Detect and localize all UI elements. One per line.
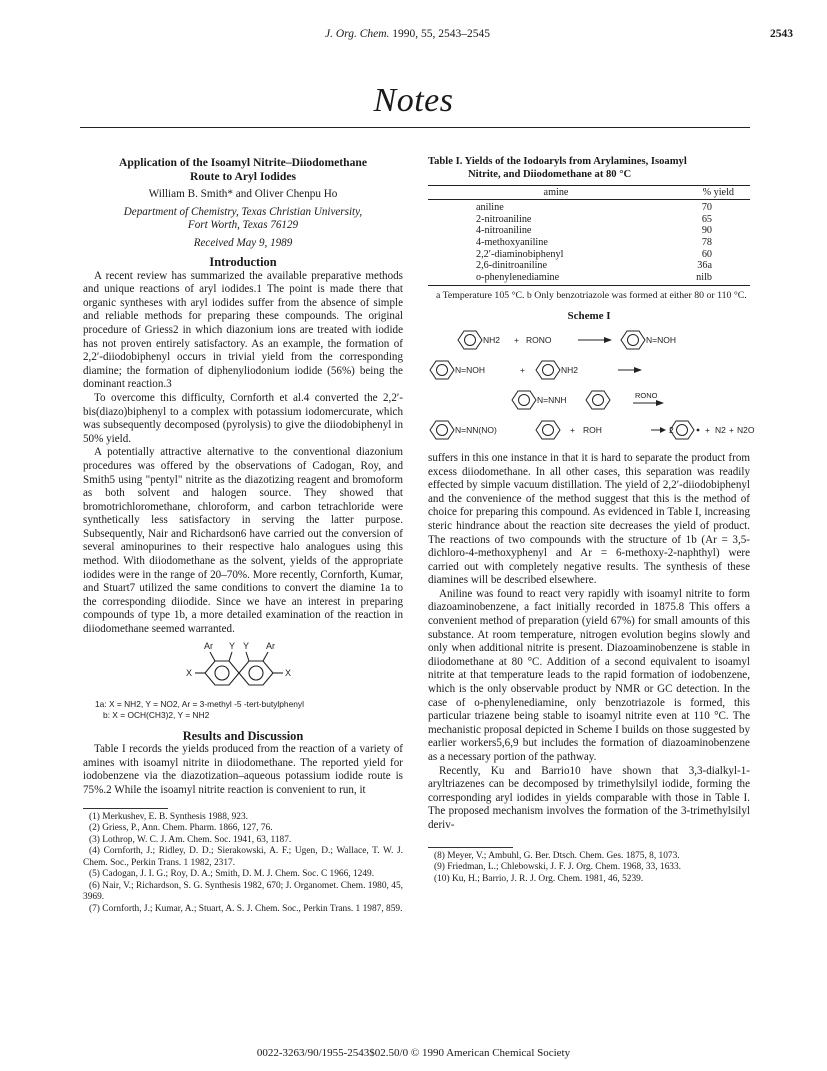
table-row: 4-methoxyaniline 78 — [476, 236, 712, 248]
received-date: Received May 9, 1989 — [193, 237, 293, 250]
body-paragraph-3: Recently, Ku and Barrio10 have shown that 3,3-dialkyl-1-aryltriazenes can be decomposed by trimethylsilyl iodide, forming the corresponding aryl iodides in yields comparable with those in Table I. The proposed mechanism involves the formation of the 3-trimethylsilyl deriv- — [428, 764, 750, 831]
affiliation: Department of Chemistry, Texas Christian University, Fort Worth, Texas 76129 — [123, 205, 363, 231]
body-paragraph-1: suffers in this one instance in that it is hard to separate the product from excess diiodomethane. In all other cases, this separation was readily effected by simple vacuum distillation. The yield of 2,2′-diiodobiphenyl and the convenience of the method suggest that this is the method of choice for preparing this compound. As evidenced in Table I, increasing steric hindrance about the reaction site decreases the yield of product. The reactions of two compounds with the structure of 1b (Ar = 3,5-dichloro-4-methoxyphenyl and Ar = 6-methoxy-2-naphthyl) were carried out with completely negative results. The synthesis of these diamines will be described elsewhere. — [428, 451, 750, 587]
intro-paragraph-2: To overcome this difficulty, Cornforth et al.4 converted the 2,2′-bis(diazo)biphenyl to a complex with potassium iodomercurate, which was subsequently decomposed (pyrolysis) to give the diiodobiphenyl in 50% yield. — [83, 391, 403, 445]
svg-text:N2O: N2O — [737, 424, 755, 435]
scheme-diagram — [428, 324, 755, 442]
svg-text:N2: N2 — [715, 424, 726, 435]
svg-text:+: + — [570, 424, 575, 435]
footnote: (2) Griess, P., Ann. Chem. Pharm. 1866, 127, 76. — [89, 823, 273, 834]
svg-text:+: + — [729, 424, 734, 435]
section-title: Notes — [373, 82, 454, 119]
page-footer: 0022-3263/90/1955-2543$02.50/0 © 1990 American Chemical Society — [256, 1047, 571, 1059]
svg-text:X: X — [186, 667, 193, 678]
scheme-title: Scheme I — [567, 310, 611, 323]
table-footnote: a Temperature 105 °C. b Only benzotriazole was formed at either 80 or 110 °C. — [436, 290, 747, 302]
svg-text:X: X — [285, 667, 292, 678]
biphenyl-structure — [83, 639, 403, 699]
table-row: 4-nitroaniline 90 — [476, 225, 712, 237]
section-rule — [80, 127, 750, 128]
intro-paragraph-3: A potentially attractive alternative to the conventional diazonium procedures was offered by the observations of Cadogan, Roy, and Smith5 using "pentyl" nitrite as the diazotizing reagent and bromoform as both solvent and halogen source. They showed that bromotrichloromethane, chloroform, and carbon tetrachloride were synthetically less satisfactory in serving the latter purpose. Subsequently, Nair and Richardson6 have carried out the conversion of several aminopurines to their respective halo analogues using this method. With diiodomethane as the solvent, yields of the appropriate iodides were in the range of 20–70%. More recently, Cornforth, Kumar, and Stuart7 utilized the same conditions to convert the diamine 1a to the corresponding diiodide. Since we have an interest in preparing compounds of type 1b, a more detailed examination of the reaction in diiodomethane seemed warranted. — [83, 446, 403, 636]
svg-text:+: + — [514, 334, 519, 345]
table-header-amine: amine — [543, 186, 569, 198]
svg-text:NH2: NH2 — [561, 364, 579, 375]
intro-heading: Introduction — [209, 255, 277, 269]
footnote: (5) Cadogan, J. I. G.; Roy, D. A.; Smith, D. M. J. Chem. Soc. C 1966, 1249. — [89, 869, 375, 880]
svg-text:RONO: RONO — [635, 390, 658, 400]
yield-table — [428, 186, 750, 286]
svg-text:N=NOH: N=NOH — [646, 334, 676, 345]
footnote: (3) Lothrop, W. C. J. Am. Chem. Soc. 1941, 63, 1187. — [89, 834, 292, 845]
svg-text:2: 2 — [669, 424, 674, 435]
footnote: (9) Friedman, L.; Chlebowski, J. F. J. Org. Chem. 1968, 33, 1633. — [434, 862, 681, 873]
svg-text:Ar: Ar — [266, 640, 275, 651]
svg-text:NH2: NH2 — [483, 334, 501, 345]
svg-text:+: + — [520, 364, 525, 375]
footnotes-right — [428, 851, 750, 886]
svg-text:ROH: ROH — [583, 424, 602, 435]
body-paragraph-2: Aniline was found to react very rapidly with isoamyl nitrite to form diazoaminobenzene, a fact initially recorded in 1875.8 This offers a convenient method of preparation (yield 67%) for small amounts of this substance. At room temperature, nitrogen evolution begins slowly and only when additional nitrite is present. Diazoaminobenzene is stable in diiodomethane at 80 °C. Addition of a second equivalent to isoamyl nitrite at that temperature leads to the rapid formation of iodobenzene, which is the only observable product by NMR or GC detection. In the case of o-phenylenediamine, only benzotriazole is formed, this particular triazene being stable to isoamyl nitrite even at 110 °C. The mechanistic proposal depicted in Scheme I builds on those suggested by earlier workers5,6,9 but includes the formation of diazoaminobenzene as a necessary portion of the pathway. — [428, 587, 750, 763]
footnote: (7) Cornforth, J.; Kumar, A.; Stuart, A. S. J. Chem. Soc., Perkin Trans. 1 1987, 859. — [89, 903, 403, 914]
svg-text:Y: Y — [229, 640, 236, 651]
svg-text:N=NN(NO): N=NN(NO) — [455, 424, 497, 435]
page-number: 2543 — [770, 28, 793, 40]
table-header-yield: % yield — [702, 186, 734, 198]
journal-reference: J. Org. Chem. 1990, 55, 2543–2545 — [325, 28, 491, 40]
footnote-rule — [83, 808, 168, 809]
table-row: 2,6-dinitroaniline 36a — [476, 260, 712, 272]
table-header-row — [428, 186, 750, 201]
table-row: 2,2′-diaminobiphenyl 60 — [476, 248, 712, 260]
svg-text:Y: Y — [243, 640, 250, 651]
results-paragraph-1: Table I records the yields produced from the reaction of a variety of amines with isoamyl nitrite in diiodomethane. The reported yield for iodobenzene via the diazotization–aqueous potassium iodide route is 75%.2 While the isoamyl nitrite reaction is convenient to run, it — [83, 743, 403, 796]
table-bottom-rule — [428, 285, 750, 286]
svg-text:N=NNH: N=NNH — [537, 394, 567, 405]
footnotes-left — [83, 812, 403, 916]
table-body — [428, 200, 750, 285]
footnote: (4) Cornforth, J.; Ridley, D. D.; Sierakowski, A. F.; Ugen, D.; Wallace, T. W. J. Chem. Soc., Perkin Trans. 1 1982, 2317. — [83, 846, 403, 868]
footnote: (10) Ku, H.; Barrio, J. R. J. Org. Chem. 1981, 46, 5239. — [434, 873, 644, 884]
svg-text:+: + — [705, 424, 710, 435]
svg-text:N=NOH: N=NOH — [455, 364, 485, 375]
table-caption: Table I. Yields of the Iodoaryls from Arylamines, Isoamyl Nitrite, and Diiodomethane at 80 °C — [428, 156, 687, 180]
table-row: 2-nitroaniline 65 — [476, 213, 712, 225]
intro-paragraph-1: A recent review has summarized the available preparative methods and unique reactions of aryl iodides.1 The point is made there that organic syntheses with aryl iodides suffer from the absence of simple and reliable methods for preparing these compounds. The original procedure of Griess2 in which diazonium ions are treated with iodide has not proven entirely satisfactory. As an example, the formation of 2,2′-diiodobiphenyl occurs in trivial yield from the corresponding diamine; the formation of diphenyliodonium iodide (56%) being the dominant reaction.3 — [83, 269, 403, 391]
structure-legend: 1a: X = NH2, Y = NO2, Ar = 3-methyl -5 -tert-butylphenyl b: X = OCH(CH3)2, Y = NH2 — [95, 698, 304, 720]
authors: William B. Smith* and Oliver Chenpu Ho — [148, 188, 338, 200]
table-row: aniline 70 — [476, 202, 712, 214]
svg-text:RONO: RONO — [526, 334, 552, 345]
right-body — [428, 452, 750, 833]
article-title: Application of the Isoamyl Nitrite–Diiodomethane Route to Aryl Iodides — [119, 156, 367, 183]
footnote: (1) Merkushev, E. B. Synthesis 1988, 923. — [89, 811, 249, 822]
footnote: (6) Nair, V.; Richardson, S. G. Synthesis 1982, 670; J. Organomet. Chem. 1980, 45, 3969. — [83, 880, 403, 903]
results-heading: Results and Discussion — [182, 728, 304, 743]
footnote-rule — [428, 847, 513, 848]
table-row: o-phenylenediamine nilb — [476, 271, 712, 283]
right-column — [428, 156, 755, 885]
left-column — [83, 156, 403, 915]
svg-text:Ar: Ar — [204, 640, 213, 651]
footnote: (8) Meyer, V.; Ambuhl, G. Ber. Dtsch. Chem. Ges. 1875, 8, 1073. — [434, 850, 680, 861]
